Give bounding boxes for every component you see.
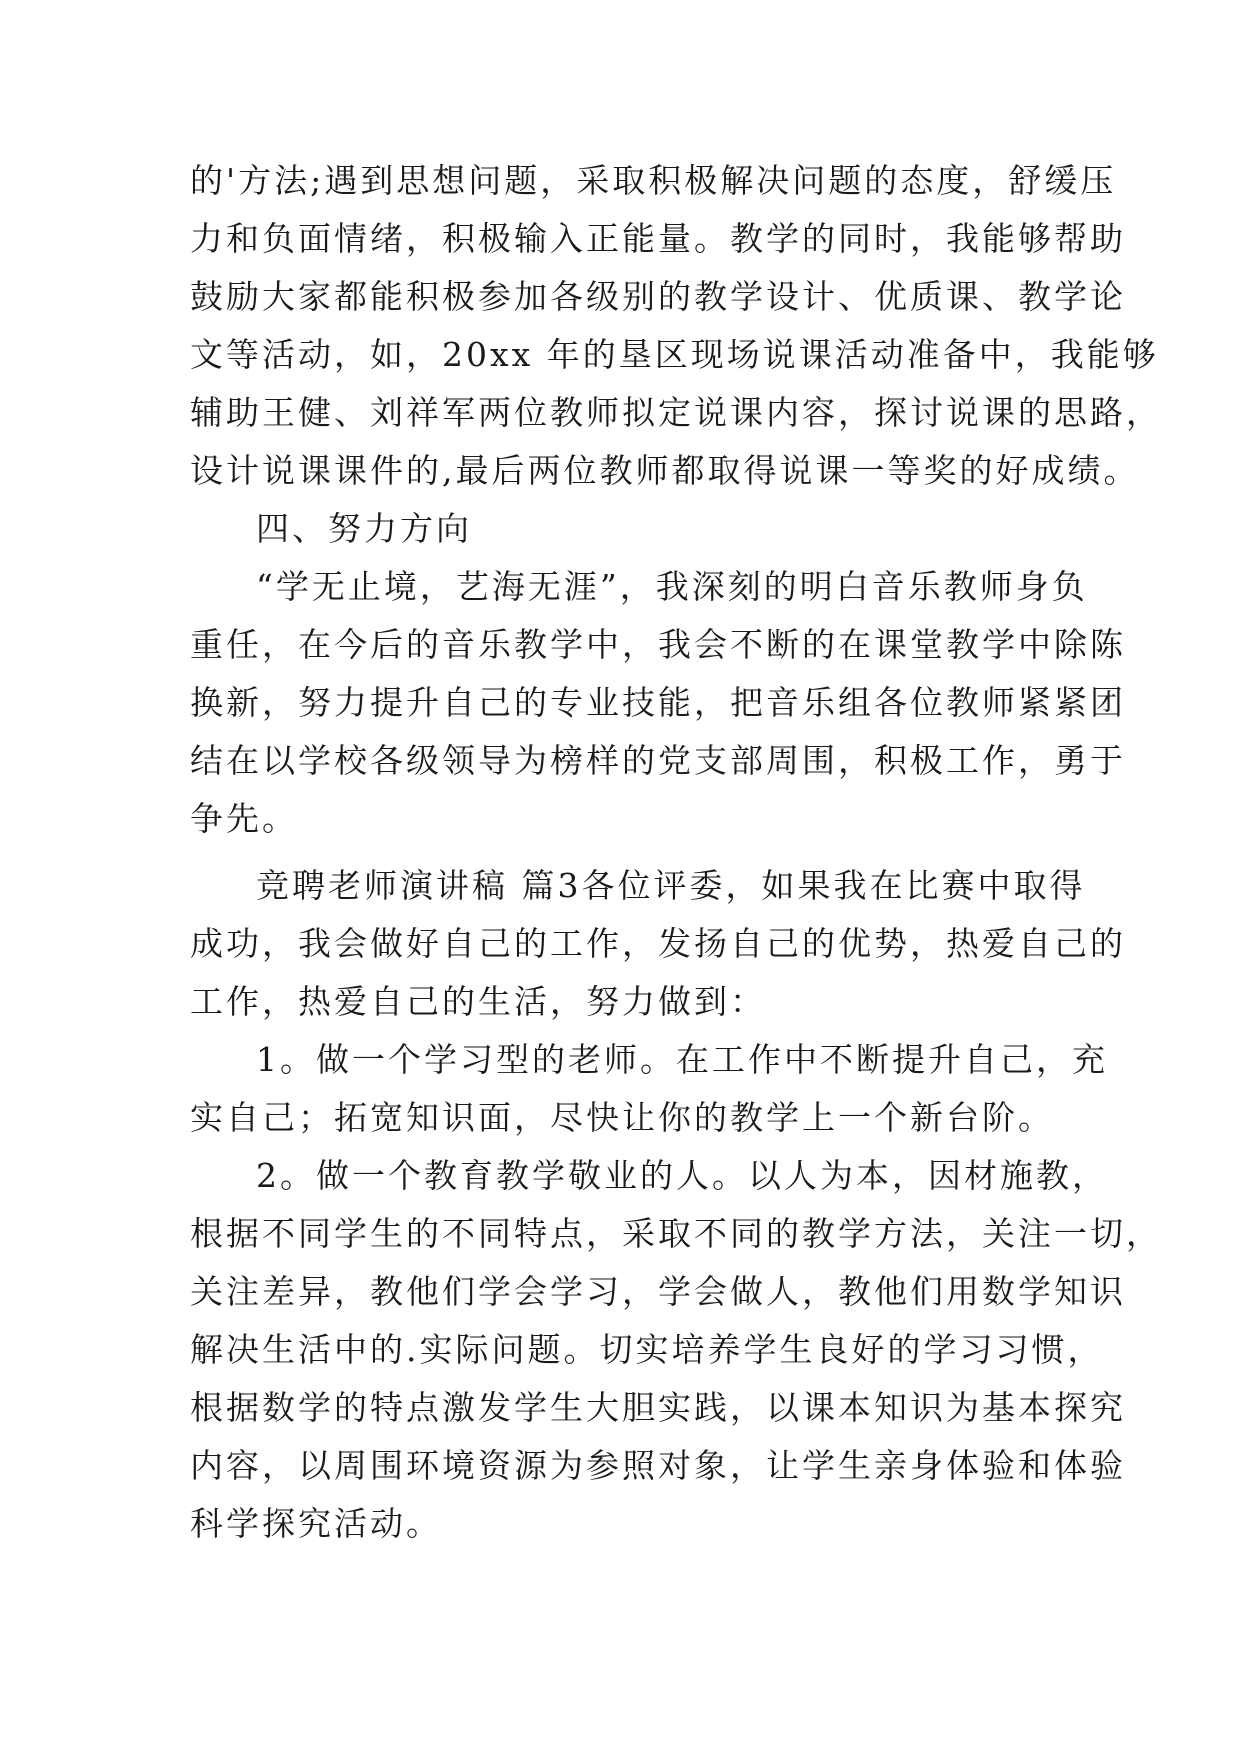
document-body bbox=[190, 152, 1162, 1553]
text-line: 科学探究活动。 bbox=[190, 1504, 442, 1543]
text-line: 辅助王健、刘祥军两位教师拟定说课内容，探讨说课的思路， bbox=[190, 393, 1162, 432]
text-line: 成功，我会做好自己的工作，发扬自己的优势，热爱自己的 bbox=[190, 924, 1126, 963]
text-line: 2。做一个教育教学敬业的人。以人为本，因材施教， bbox=[256, 1156, 1108, 1195]
text-line: 1。做一个学习型的老师。在工作中不断提升自己，充 bbox=[256, 1040, 1108, 1079]
text-line: 根据数学的特点激发学生大胆实践，以课本知识为基本探究 bbox=[190, 1388, 1126, 1427]
text-line: 争先。 bbox=[190, 799, 298, 838]
text-line: 的'方法;遇到思想问题，采取积极解决问题的态度，舒缓压 bbox=[190, 161, 1117, 200]
text-line: “学无止境，艺海无涯”，我深刻的明白音乐教师身负 bbox=[256, 567, 1088, 606]
text-line: 换新，努力提升自己的专业技能，把音乐组各位教师紧紧团 bbox=[190, 683, 1126, 722]
text-line: 解决生活中的.实际问题。切实培养学生良好的学习习惯， bbox=[190, 1330, 1104, 1369]
text-line: 根据不同学生的不同特点，采取不同的教学方法，关注一切， bbox=[190, 1214, 1162, 1253]
text-line: 结在以学校各级领导为榜样的党支部周围，积极工作，勇于 bbox=[190, 741, 1126, 780]
text-line: 内容，以周围环境资源为参照对象，让学生亲身体验和体验 bbox=[190, 1446, 1126, 1485]
text-line: 设计说课课件的,最后两位教师都取得说课一等奖的好成绩。 bbox=[190, 451, 1140, 490]
text-line: 重任，在今后的音乐教学中，我会不断的在课堂教学中除陈 bbox=[190, 625, 1126, 664]
text-line: 鼓励大家都能积极参加各级别的教学设计、优质课、教学论 bbox=[190, 277, 1126, 316]
text-line: 力和负面情绪，积极输入正能量。教学的同时，我能够帮助 bbox=[190, 219, 1126, 258]
section-heading: 四、努力方向 bbox=[256, 509, 472, 548]
text-line: 竞聘老师演讲稿 篇3各位评委，如果我在比赛中取得 bbox=[256, 866, 1086, 905]
text-line: 文等活动，如，20xx 年的垦区现场说课活动准备中，我能够 bbox=[190, 335, 1159, 374]
text-line: 实自己；拓宽知识面，尽快让你的教学上一个新台阶。 bbox=[190, 1098, 1054, 1137]
text-line: 工作，热爱自己的生活，努力做到： bbox=[190, 982, 766, 1021]
text-line: 关注差异，教他们学会学习，学会做人，教他们用数学知识 bbox=[190, 1272, 1126, 1311]
